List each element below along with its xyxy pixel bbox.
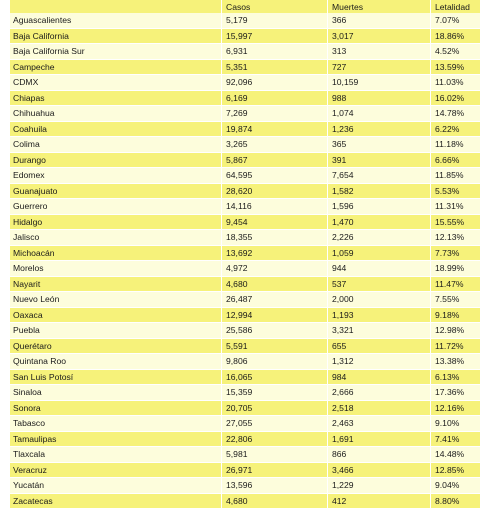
cell-casos: 13,596 [221,478,327,494]
cell-muertes: 1,074 [327,106,430,122]
cell-casos: 4,972 [221,261,327,277]
cell-state: Baja California Sur [10,44,221,60]
cell-state: Veracruz [10,463,221,479]
cell-muertes: 2,226 [327,230,430,246]
cell-letalidad: 6.13% [430,370,480,386]
cell-muertes: 3,017 [327,29,430,45]
cell-state: Aguascalientes [10,13,221,29]
table-row [10,199,480,215]
cell-muertes: 2,000 [327,292,430,308]
cell-state: Yucatán [10,478,221,494]
cell-letalidad: 6.22% [430,122,480,138]
cell-muertes: 1,691 [327,432,430,448]
cell-letalidad: 7.07% [430,13,480,29]
cell-muertes: 988 [327,91,430,107]
cell-letalidad: 7.73% [430,246,480,262]
cell-state: Puebla [10,323,221,339]
cell-casos: 92,096 [221,75,327,91]
cell-state: CDMX [10,75,221,91]
cell-letalidad: 15.55% [430,215,480,231]
cell-letalidad: 11.31% [430,199,480,215]
cell-letalidad: 9.04% [430,478,480,494]
cell-state: Baja California [10,29,221,45]
table-row [10,339,480,355]
cell-muertes: 727 [327,60,430,76]
cell-state: Guerrero [10,199,221,215]
cell-casos: 5,179 [221,13,327,29]
header-casos: Casos [221,0,327,13]
table-row [10,354,480,370]
cell-muertes: 944 [327,261,430,277]
header-state [10,0,221,13]
cell-state: Chihuahua [10,106,221,122]
cell-letalidad: 11.85% [430,168,480,184]
cell-muertes: 412 [327,494,430,509]
cell-letalidad: 13.59% [430,60,480,76]
cell-casos: 18,355 [221,230,327,246]
table-row [10,44,480,60]
cell-letalidad: 7.41% [430,432,480,448]
cell-state: Nayarit [10,277,221,293]
cell-letalidad: 14.48% [430,447,480,463]
cell-state: Guanajuato [10,184,221,200]
covid-states-table [10,0,480,509]
cell-state: Durango [10,153,221,169]
table-row [10,75,480,91]
cell-letalidad: 8.80% [430,494,480,509]
cell-state: Morelos [10,261,221,277]
cell-casos: 3,265 [221,137,327,153]
cell-muertes: 365 [327,137,430,153]
table-row [10,153,480,169]
cell-letalidad: 13.38% [430,354,480,370]
cell-state: Michoacán [10,246,221,262]
cell-casos: 26,487 [221,292,327,308]
cell-muertes: 866 [327,447,430,463]
cell-muertes: 313 [327,44,430,60]
cell-state: Hidalgo [10,215,221,231]
cell-state: Campeche [10,60,221,76]
header-row [10,0,480,13]
cell-casos: 19,874 [221,122,327,138]
header-muertes: Muertes [327,0,430,13]
table-row [10,277,480,293]
cell-letalidad: 6.66% [430,153,480,169]
table-row [10,246,480,262]
cell-letalidad: 14.78% [430,106,480,122]
cell-muertes: 3,466 [327,463,430,479]
cell-letalidad: 11.03% [430,75,480,91]
table-row [10,13,480,29]
cell-letalidad: 11.18% [430,137,480,153]
cell-casos: 7,269 [221,106,327,122]
table-row [10,91,480,107]
table-row [10,416,480,432]
cell-letalidad: 7.55% [430,292,480,308]
cell-state: San Luis Potosí [10,370,221,386]
cell-letalidad: 12.13% [430,230,480,246]
cell-casos: 15,997 [221,29,327,45]
cell-letalidad: 11.47% [430,277,480,293]
cell-state: Jalisco [10,230,221,246]
cell-state: Sinaloa [10,385,221,401]
cell-muertes: 655 [327,339,430,355]
table-row [10,215,480,231]
cell-state: Coahuila [10,122,221,138]
cell-state: Chiapas [10,91,221,107]
cell-state: Quintana Roo [10,354,221,370]
cell-letalidad: 9.18% [430,308,480,324]
table-header [10,0,480,13]
cell-casos: 27,055 [221,416,327,432]
table-row [10,385,480,401]
table-row [10,370,480,386]
table-row [10,137,480,153]
table-row [10,463,480,479]
cell-state: Sonora [10,401,221,417]
cell-muertes: 537 [327,277,430,293]
cell-muertes: 1,193 [327,308,430,324]
cell-muertes: 1,596 [327,199,430,215]
cell-letalidad: 9.10% [430,416,480,432]
cell-muertes: 1,229 [327,478,430,494]
cell-muertes: 366 [327,13,430,29]
cell-casos: 5,867 [221,153,327,169]
cell-state: Querétaro [10,339,221,355]
table-row [10,308,480,324]
cell-state: Oaxaca [10,308,221,324]
cell-muertes: 2,666 [327,385,430,401]
cell-muertes: 391 [327,153,430,169]
cell-muertes: 10,159 [327,75,430,91]
cell-state: Zacatecas [10,494,221,509]
cell-muertes: 2,518 [327,401,430,417]
cell-muertes: 984 [327,370,430,386]
cell-state: Nuevo León [10,292,221,308]
table-row [10,122,480,138]
table-row [10,401,480,417]
cell-letalidad: 12.98% [430,323,480,339]
cell-casos: 9,454 [221,215,327,231]
cell-muertes: 1,059 [327,246,430,262]
cell-muertes: 2,463 [327,416,430,432]
cell-letalidad: 18.86% [430,29,480,45]
cell-casos: 28,620 [221,184,327,200]
cell-muertes: 3,321 [327,323,430,339]
cell-casos: 15,359 [221,385,327,401]
cell-casos: 9,806 [221,354,327,370]
cell-casos: 6,169 [221,91,327,107]
cell-casos: 5,591 [221,339,327,355]
table-row [10,106,480,122]
cell-letalidad: 11.72% [430,339,480,355]
cell-muertes: 1,470 [327,215,430,231]
table-row [10,184,480,200]
cell-casos: 16,065 [221,370,327,386]
cell-muertes: 1,312 [327,354,430,370]
cell-state: Edomex [10,168,221,184]
cell-state: Tlaxcala [10,447,221,463]
table-body [10,13,480,509]
table-row [10,60,480,76]
table-row [10,292,480,308]
cell-casos: 5,981 [221,447,327,463]
table-row [10,323,480,339]
cell-letalidad: 12.16% [430,401,480,417]
cell-muertes: 1,582 [327,184,430,200]
table-row [10,494,480,509]
cell-letalidad: 12.85% [430,463,480,479]
cell-casos: 12,994 [221,308,327,324]
table-row [10,478,480,494]
cell-casos: 4,680 [221,277,327,293]
cell-casos: 6,931 [221,44,327,60]
cell-casos: 5,351 [221,60,327,76]
table-row [10,432,480,448]
cell-casos: 25,586 [221,323,327,339]
cell-letalidad: 4.52% [430,44,480,60]
table-row [10,230,480,246]
cell-muertes: 1,236 [327,122,430,138]
cell-letalidad: 17.36% [430,385,480,401]
table-row [10,168,480,184]
cell-casos: 4,680 [221,494,327,509]
cell-casos: 64,595 [221,168,327,184]
table-row [10,29,480,45]
cell-casos: 13,692 [221,246,327,262]
cell-muertes: 7,654 [327,168,430,184]
cell-casos: 14,116 [221,199,327,215]
cell-letalidad: 5.53% [430,184,480,200]
cell-letalidad: 16.02% [430,91,480,107]
cell-casos: 26,971 [221,463,327,479]
cell-state: Tamaulipas [10,432,221,448]
table-row [10,261,480,277]
header-letalidad: Letalidad [430,0,480,13]
table-row [10,447,480,463]
cell-state: Colima [10,137,221,153]
cell-casos: 20,705 [221,401,327,417]
cell-letalidad: 18.99% [430,261,480,277]
cell-state: Tabasco [10,416,221,432]
cell-casos: 22,806 [221,432,327,448]
